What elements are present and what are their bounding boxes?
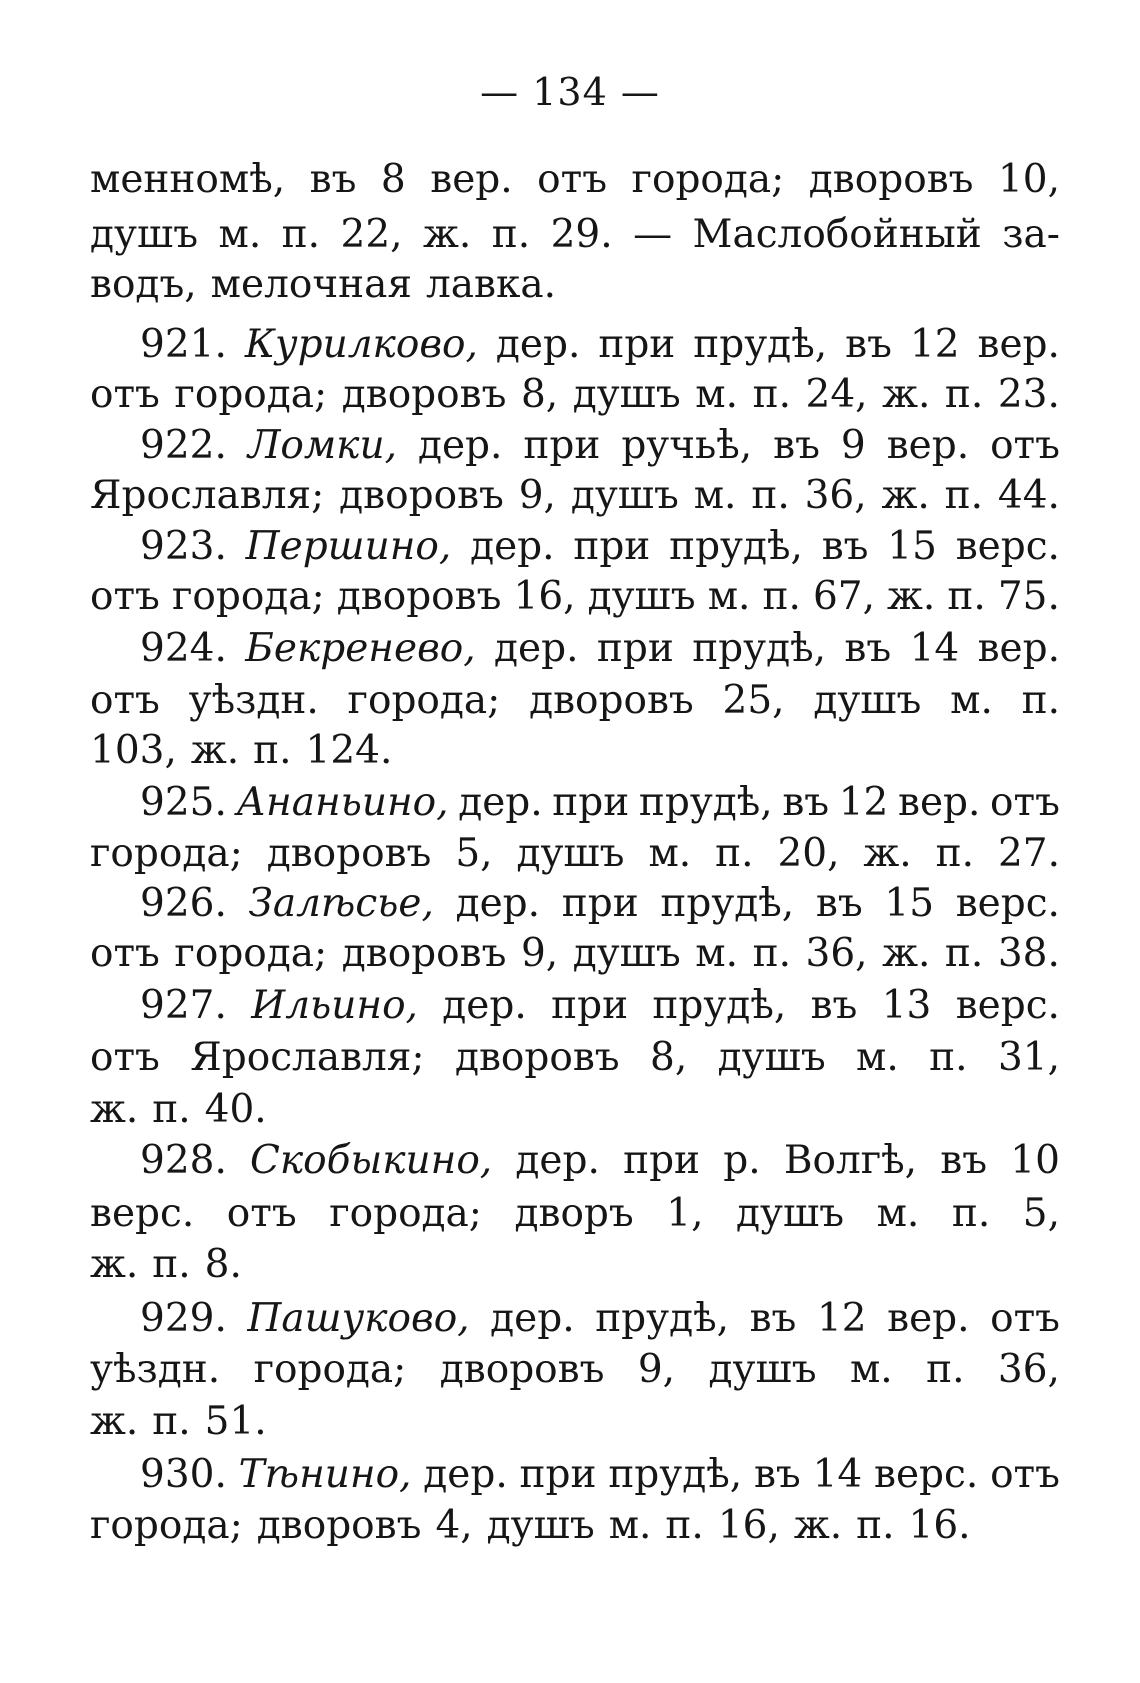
word: 20, — [777, 831, 840, 876]
word: вер. — [898, 780, 981, 825]
word: дер. — [495, 322, 581, 367]
entry-number: 925. — [140, 780, 227, 825]
word: ж. — [90, 1242, 139, 1287]
text-line — [90, 1186, 1060, 1242]
word: 8, — [520, 372, 559, 417]
text-line — [90, 723, 1060, 779]
word: мелочная — [210, 262, 412, 307]
word: дворовъ — [529, 678, 694, 723]
word: п. — [152, 1242, 191, 1287]
word: п. — [929, 1035, 968, 1080]
word: при — [561, 881, 639, 926]
word: отъ — [90, 931, 160, 976]
word: 27. — [997, 831, 1060, 876]
word: п. — [152, 1087, 191, 1132]
text-line — [90, 1082, 1060, 1138]
word: дворовъ — [336, 574, 502, 619]
word: Маслобойный — [692, 212, 982, 257]
text-line — [90, 1030, 1060, 1086]
village-name: Скобыкино, — [250, 1138, 493, 1183]
word: дворовъ — [341, 372, 507, 417]
word: м. — [695, 931, 739, 976]
word: ж. — [882, 372, 931, 417]
word: города; — [171, 574, 325, 619]
word: города; — [174, 931, 328, 976]
word: п. — [856, 1503, 895, 1548]
word: п. — [253, 728, 292, 773]
word: города; — [631, 157, 785, 202]
word: ж. — [863, 831, 912, 876]
word: водъ, — [90, 262, 197, 307]
word: п. — [1021, 678, 1060, 723]
village-name: Першино, — [245, 524, 452, 569]
entry-first-line — [140, 418, 1060, 474]
word: 15 — [884, 881, 935, 926]
word: п. — [751, 473, 790, 518]
word: отъ — [226, 1191, 297, 1236]
word: верс. — [955, 983, 1060, 1028]
word: дер. — [490, 1296, 575, 1341]
word: прудѣ, — [660, 881, 795, 926]
word: 103, — [90, 728, 177, 773]
word: п. — [951, 1191, 991, 1236]
word: р. — [723, 1138, 761, 1183]
word: прудѣ, — [595, 1296, 730, 1341]
word: п. — [665, 1503, 704, 1548]
entry-first-line — [140, 978, 1060, 1034]
word: п. — [944, 931, 984, 976]
word: Ярославля; — [90, 473, 325, 518]
text-line — [90, 257, 1060, 313]
word: города; — [90, 831, 243, 876]
word: уѣздн. — [188, 678, 319, 723]
word: города; — [329, 1191, 482, 1236]
text-line — [90, 367, 1060, 423]
word: вер. — [430, 157, 513, 202]
text-line — [90, 926, 1060, 982]
word: въ — [773, 423, 820, 468]
word: вер. — [977, 322, 1060, 367]
word: ж. — [190, 728, 240, 773]
word: 14 — [812, 1452, 863, 1497]
entry-number: 922. — [140, 423, 227, 468]
word: при — [573, 524, 651, 569]
entry-first-line — [140, 621, 1060, 677]
word: города; — [253, 1347, 407, 1392]
entry-number: 921. — [140, 322, 227, 367]
entry-number: 923. — [140, 524, 227, 569]
word: дворовъ — [339, 473, 504, 518]
village-name: Курилково, — [244, 322, 478, 367]
word: вер. — [886, 423, 970, 468]
word: п. — [935, 831, 975, 876]
word: 14 — [909, 626, 960, 671]
word: 29. — [550, 212, 613, 257]
village-name: Залѣсье, — [248, 881, 434, 926]
village-name: Бекренево, — [245, 626, 476, 671]
word: дер. — [458, 780, 543, 825]
word: м. — [950, 678, 993, 723]
word: 16, — [717, 1503, 780, 1548]
word: 36, — [804, 473, 867, 518]
word: верс. — [90, 1191, 195, 1236]
word: города; — [174, 372, 328, 417]
word: отъ — [90, 372, 160, 417]
village-name: Ильино, — [251, 983, 418, 1028]
word: 24, — [805, 372, 868, 417]
word: прудѣ, — [669, 524, 803, 569]
word: 38. — [997, 931, 1060, 976]
word: п. — [281, 212, 321, 257]
word: 1, — [666, 1191, 704, 1236]
word: 12 — [816, 1296, 867, 1341]
word: душъ — [516, 831, 625, 876]
word: вер. — [977, 626, 1060, 671]
page-number: — 134 — — [480, 70, 660, 114]
entry-number: 924. — [140, 626, 227, 671]
word: въ — [810, 983, 858, 1028]
word: ж. — [881, 473, 930, 518]
word: уѣздн. — [90, 1347, 221, 1392]
word: верс. — [955, 881, 1060, 926]
word: 12 — [909, 322, 960, 367]
word: въ — [844, 626, 892, 671]
word: дворовъ — [266, 831, 432, 876]
word: 16. — [908, 1503, 971, 1548]
entry-number: 926. — [140, 881, 227, 926]
word: ж. — [793, 1503, 843, 1548]
text-line — [90, 569, 1060, 625]
word: прудѣ, — [693, 322, 828, 367]
word: 36, — [805, 931, 868, 976]
village-name: Ломки, — [247, 423, 397, 468]
word: ж. — [423, 212, 472, 257]
village-name: Ананьино, — [236, 780, 449, 825]
village-name: Пашуково, — [247, 1296, 470, 1341]
word: при — [598, 322, 676, 367]
word: города; — [347, 678, 501, 723]
word: п. — [752, 931, 791, 976]
word: 10, — [997, 157, 1060, 202]
word: 25, — [722, 678, 785, 723]
word: Ярославля; — [190, 1035, 425, 1080]
word: м. — [695, 372, 739, 417]
word: дворовъ — [808, 157, 974, 202]
text-line — [90, 468, 1060, 524]
word: 10 — [1010, 1138, 1060, 1183]
word: отъ — [990, 423, 1060, 468]
word: 13 — [881, 983, 932, 1028]
word: при — [552, 780, 630, 825]
word: п. — [944, 372, 984, 417]
word: верс. — [874, 1452, 979, 1497]
word: въ — [753, 1452, 801, 1497]
word: п. — [491, 212, 531, 257]
word: душъ — [570, 473, 679, 518]
word: душъ — [486, 1503, 595, 1548]
word: м. — [707, 574, 751, 619]
word: ручьѣ, — [621, 423, 753, 468]
entry-first-line — [140, 1291, 1060, 1347]
entry-number: 930. — [140, 1452, 227, 1497]
word: ж. — [887, 574, 936, 619]
entry-first-line — [140, 519, 1060, 575]
word: при — [551, 983, 629, 1028]
word: душъ — [90, 212, 199, 257]
word: м. — [218, 212, 262, 257]
entry-number: 927. — [140, 983, 227, 1028]
word: п. — [762, 574, 801, 619]
entry-first-line — [140, 775, 1060, 831]
word: лавка. — [425, 262, 556, 307]
text-line — [90, 1498, 1060, 1554]
word: дворъ — [514, 1191, 634, 1236]
word: отъ — [537, 157, 608, 202]
word: п. — [947, 574, 986, 619]
word: дворовъ — [439, 1347, 605, 1392]
word: города; — [90, 1503, 243, 1548]
word: дер. — [455, 881, 541, 926]
word: 75. — [997, 574, 1060, 619]
word: 51. — [204, 1399, 267, 1444]
text-line — [90, 152, 1060, 208]
word: — — [633, 212, 673, 257]
entry-first-line — [140, 1133, 1060, 1189]
word: 40. — [204, 1087, 267, 1132]
word: вер. — [887, 1296, 970, 1341]
word: менномѣ, — [90, 157, 286, 202]
word: верс. — [955, 524, 1060, 569]
word: въ — [940, 1138, 988, 1183]
word: дворовъ — [454, 1035, 620, 1080]
village-name: Тѣнино, — [238, 1452, 412, 1497]
word: въ — [749, 1296, 797, 1341]
word: прудѣ, — [608, 1452, 743, 1497]
text-line — [90, 1237, 1060, 1293]
word: 16, — [513, 574, 576, 619]
word: 4, — [435, 1503, 473, 1548]
word: дворовъ — [341, 931, 507, 976]
word: 8. — [204, 1242, 242, 1287]
word: дворовъ — [256, 1503, 422, 1548]
word: п. — [926, 1347, 965, 1392]
word: душъ — [572, 372, 681, 417]
word: при — [623, 1138, 701, 1183]
entry-first-line — [140, 876, 1060, 932]
word: м. — [693, 473, 737, 518]
word: душъ — [813, 678, 922, 723]
word: при — [523, 423, 601, 468]
word: душъ — [587, 574, 696, 619]
word: п. — [715, 831, 754, 876]
word: дер. — [470, 524, 555, 569]
word: при — [596, 626, 674, 671]
word: 15 — [887, 524, 937, 569]
word: душъ — [736, 1191, 845, 1236]
word: душъ — [572, 931, 681, 976]
word: отъ — [90, 1035, 160, 1080]
text-line — [90, 1394, 1060, 1450]
word: 5, — [455, 831, 493, 876]
word: м. — [856, 1035, 899, 1080]
word: ж. — [90, 1087, 139, 1132]
text-line — [90, 207, 1060, 263]
word: Волгѣ, — [783, 1138, 918, 1183]
word: 9, — [637, 1347, 676, 1392]
word: отъ — [990, 1452, 1060, 1497]
word: 23. — [997, 372, 1060, 417]
word: м. — [648, 831, 692, 876]
entry-first-line — [140, 317, 1060, 373]
word: отъ — [990, 780, 1060, 825]
word: дер. — [494, 626, 579, 671]
text-line — [90, 1342, 1060, 1398]
word: м. — [876, 1191, 920, 1236]
word: прудѣ, — [638, 780, 773, 825]
word: за- — [1002, 212, 1060, 257]
word: отъ — [990, 1296, 1060, 1341]
word: 8, — [650, 1035, 688, 1080]
word: п. — [152, 1399, 191, 1444]
word: 8 — [380, 157, 406, 202]
word: 22, — [340, 212, 403, 257]
word: душъ — [717, 1035, 826, 1080]
word: 31, — [997, 1035, 1060, 1080]
word: въ — [821, 524, 869, 569]
word: въ — [309, 157, 357, 202]
word: м. — [608, 1503, 652, 1548]
word: п. — [752, 372, 791, 417]
word: въ — [815, 881, 863, 926]
word: 36, — [997, 1347, 1060, 1392]
word: 67, — [812, 574, 875, 619]
word: душъ — [708, 1347, 817, 1392]
word: прудѣ, — [652, 983, 787, 1028]
entry-first-line — [140, 1447, 1060, 1503]
word: дер. — [515, 1138, 600, 1183]
word: 9, — [520, 931, 559, 976]
word: дер. — [417, 423, 503, 468]
word: отъ — [90, 678, 160, 723]
word: 44. — [997, 473, 1060, 518]
word: 124. — [305, 728, 393, 773]
word: п. — [944, 473, 984, 518]
entry-number: 929. — [140, 1296, 227, 1341]
word: при — [519, 1452, 597, 1497]
word: дер. — [423, 1452, 508, 1497]
word: прудѣ, — [692, 626, 827, 671]
text-line — [90, 673, 1060, 729]
word: дер. — [442, 983, 527, 1028]
word: 9 — [840, 423, 866, 468]
entry-number: 928. — [140, 1138, 227, 1183]
word: 5, — [1022, 1191, 1060, 1236]
word: ж. — [90, 1399, 139, 1444]
word: 9, — [518, 473, 556, 518]
word: ж. — [882, 931, 931, 976]
word: м. — [849, 1347, 893, 1392]
word: въ — [782, 780, 830, 825]
word: 12 — [838, 780, 889, 825]
word: отъ — [90, 574, 160, 619]
word: въ — [845, 322, 892, 367]
text-line — [90, 826, 1060, 882]
